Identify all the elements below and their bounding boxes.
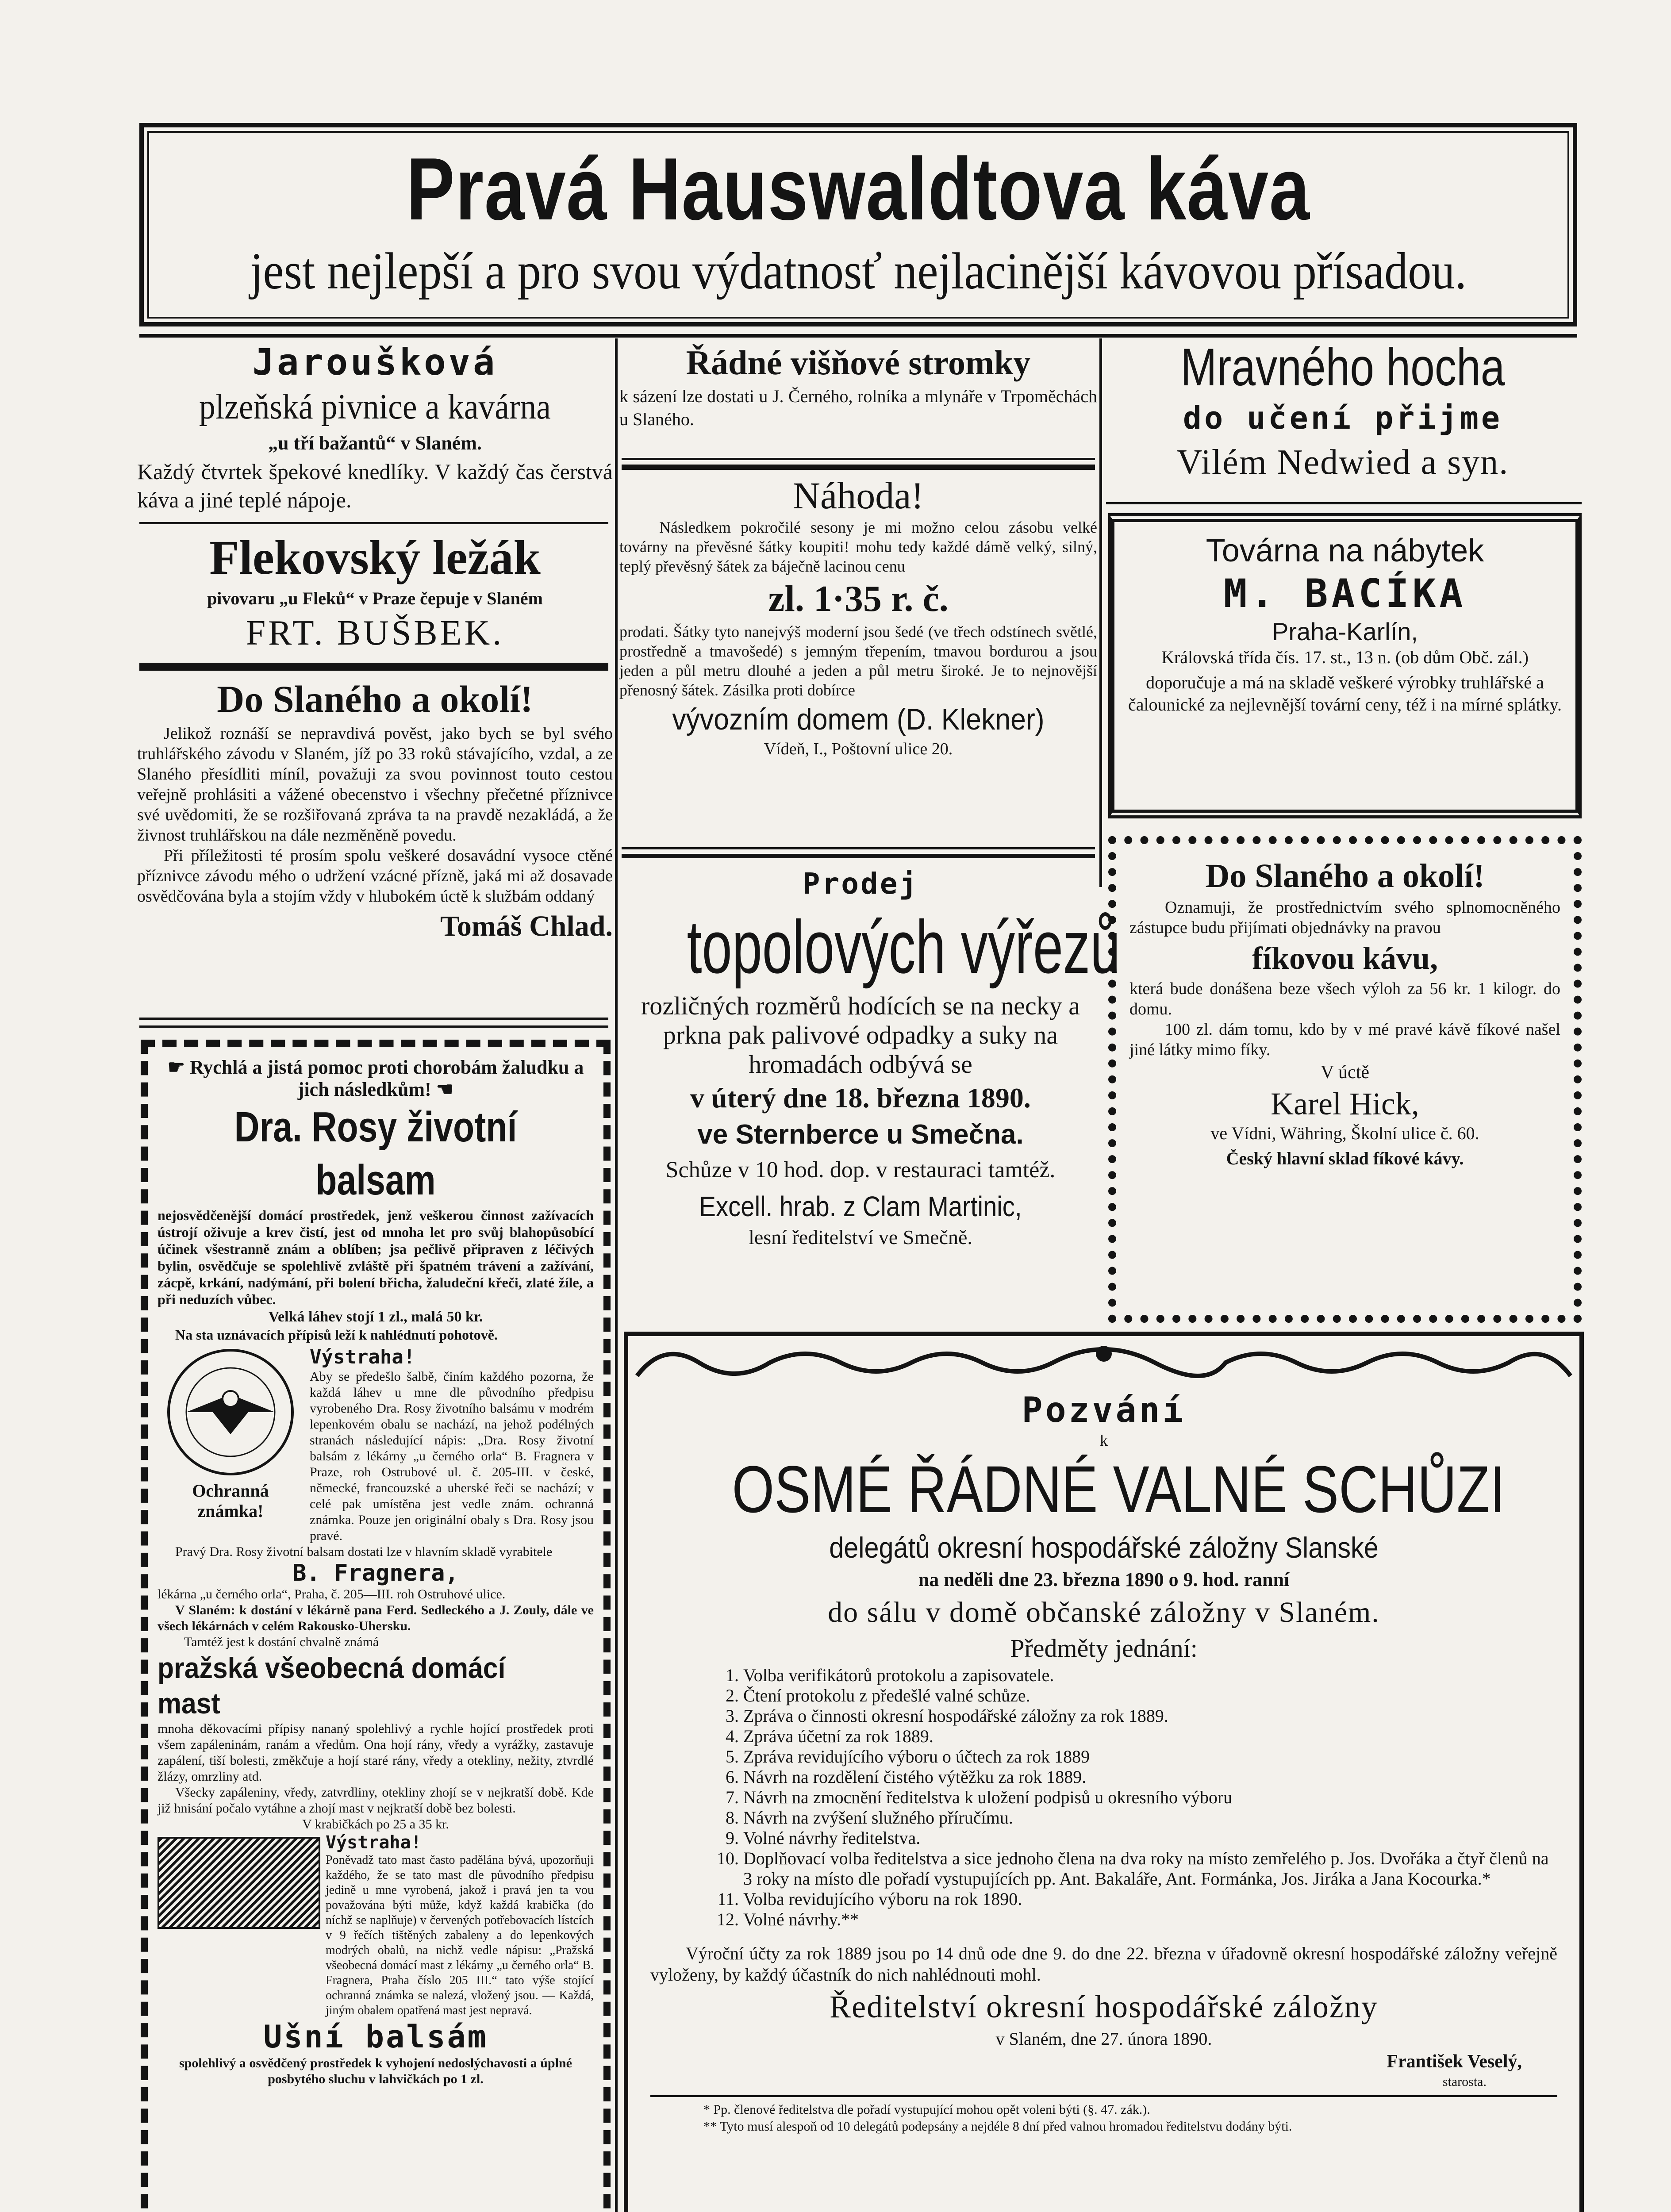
hick-warehouse: Český hlavní sklad fíkové kávy.	[1226, 1148, 1464, 1168]
ad-rosy	[141, 1040, 611, 2212]
bacik-city: Praha-Karlín,	[1272, 618, 1418, 645]
ornament-border-icon	[628, 1336, 1579, 1385]
bacik-address: Královská třída čís. 17. st., 13 n. (ob dům Obč. zál.)	[1161, 647, 1529, 667]
pozvani-agenda	[690, 1665, 1557, 1930]
pozvani-agenda-title: Předměty jednání:	[1010, 1634, 1198, 1663]
hand-pointer-icon-right: ☚	[431, 1079, 454, 1100]
pozvani-sub2: na neděli dne 23. března 1890 o 9. hod. ranní	[918, 1569, 1290, 1590]
rosy-slany: V Slaném: k dostání v lékárně pana Ferd. Sedleckého a J. Zouly, dále ve všech lékárnách v celém Rakousko-Uhersku.	[157, 1603, 594, 1633]
pozvani-foot2: ** Tyto musí alespoň od 10 delegátů podepsány a nejdéle 8 dní před valnou hromadou ředitelstvu dodány býti.	[703, 2119, 1292, 2134]
flekovsky-name: FRT. BUŠBEK.	[246, 614, 504, 653]
rosy-title: Dra. Rosy životní balsam	[234, 1103, 517, 1204]
visne-title: Řádné višňové stromky	[686, 343, 1031, 382]
agenda-item: 9. Volné návrhy ředitelstva.	[743, 1828, 1557, 1848]
column-divider-1	[615, 338, 618, 2212]
rosy-real-line: Pravý Dra. Rosy životní balsam dostati lze v hlavním skladě vyrabitele	[175, 1544, 553, 1559]
hick-body3: 100 zl. dám tomu, kdo by v mé pravé kávě fíkové našel jiné látky mimo fíky.	[1129, 1020, 1560, 1059]
prodej-big: topolových výřezů	[687, 905, 1121, 989]
flekovsky-body: pivovaru „u Fleků“ v Praze čepuje v Slaném	[207, 588, 543, 608]
nahoda-firm: vývozním domem (D. Klekner)	[672, 703, 1045, 736]
eagle-seal-icon	[160, 1346, 301, 1479]
hick-name: Karel Hick,	[1271, 1086, 1419, 1121]
prodej-time: Schůze v 10 hod. dop. v restauraci tamtéž.	[665, 1157, 1056, 1183]
hick-product: fíkovou kávu,	[1252, 941, 1438, 976]
ad-visne	[619, 341, 1097, 447]
rosy-warning-title: Výstraha!	[310, 1346, 415, 1368]
ad-jarouskova	[137, 341, 613, 518]
rosy-note: Na sta uznávacích přípisů leží k nahlédnutí pohotově.	[175, 1327, 498, 1343]
agenda-item: 1. Volba verifikátorů protokolu a zapisovatele.	[743, 1665, 1557, 1686]
nedwied-line3: Vilém Nedwied a syn.	[1176, 443, 1509, 482]
jarouskova-title: Jaroušková	[252, 342, 498, 384]
rosy-body1: nejosvědčenější domácí prostředek, jenž veškerou činnost zažívacích ústrojí oživuje a krev čistí, jest od mnoha let pro svůj blahopůsobící účinek všestranně znám a oblíben; jsa pečlivě připraven z léčivých bylin, osvědčuje se spolehlivě zvláště při špatném trávení a zažívání, zácpě, krkání, nadýmání, při bolení břicha, žaludeční křeči, zlaté žíle, a při neduzích vůbec.	[157, 1207, 594, 1307]
agenda-item: 6. Návrh na rozdělení čistého výtěžku za rok 1889.	[743, 1767, 1557, 1787]
ad-nedwied	[1104, 336, 1582, 500]
agenda-item: 4. Zpráva účetní za rok 1889.	[743, 1726, 1557, 1747]
rosy-warning-body: Aby se předešlo šalbě, činím každého pozorna, že každá láhev u mne dle původního předpisu vyrobeného Dra. Rosy životního balsámu v modrém lepenkovém obalu se nachází, na jehož podélných stranách následující nápis: „Dra. Rosy životní balsám z lékárny „u černého orla“ B. Fragnera v Praze, roh Ostrubové ul. č. 205-III. v české, německé, francouzské a uherské řeči se nachází; v celé pak umístěna jest vedle znám. ochranná známka. Pouze jen originální obaly s Dra. Rosy jsou pravé.	[310, 1369, 594, 1543]
bacik-title: Továrna na nábytek	[1206, 533, 1484, 568]
nahoda-body1: Následkem pokročilé sesony je mi možno celou zásobu velké továrny na převěsné šátky koupiti! mohu tedy každé dámě velký, silný, teplý převěsný šátek za báječně lacinou cenu	[619, 518, 1097, 575]
chlad-signature: Tomáš Chlad.	[440, 910, 613, 942]
pozvani-headline: OSMÉ ŘÁDNÉ VALNÉ SCHŮZI	[732, 1452, 1505, 1526]
jarouskova-line2: „u tří bažantů“ v Slaném.	[268, 432, 482, 454]
prodej-office: lesní ředitelství ve Smečně.	[749, 1226, 972, 1248]
agenda-item: 7. Návrh na zmocnění ředitelstva k uložení podpisů u okresního výboru	[743, 1787, 1557, 1808]
hick-greeting: V úctě	[1320, 1062, 1370, 1083]
rosy-price: Velká láhev stojí 1 zl., malá 50 kr.	[268, 1309, 483, 1325]
pozvani-foot1: * Pp. členové ředitelstva dle pořadí vystupující mohou opět voleni býti (§. 47. zák.).	[703, 2102, 1150, 2117]
nedwied-line2: do učení přijme	[1183, 400, 1503, 436]
nahoda-title: Náhoda!	[792, 474, 924, 517]
nahoda-address: Vídeň, I., Poštovní ulice 20.	[764, 740, 953, 758]
header-title: Pravá Hauswaldtova káva	[406, 140, 1310, 238]
column-divider-2	[1099, 338, 1102, 887]
pozvani-title: Pozvání	[1022, 1390, 1186, 1430]
rosy-mast-price: V krabičkách po 25 a 35 kr.	[302, 1817, 449, 1832]
bacik-name: M. BACÍKA	[1223, 571, 1467, 616]
bacik-body: doporučuje a má na skladě veškeré výrobky truhlářské a čalounické za nejlevnější tovární ceny, též i na mírné splátky.	[1128, 672, 1562, 714]
ad-flekovsky	[137, 529, 613, 661]
agenda-item: 2. Čtení protokolu z předešlé valné schůze.	[743, 1686, 1557, 1706]
hick-body2: která bude donášena beze všech výloh za 56 kr. 1 kilogr. do domu.	[1129, 979, 1560, 1018]
flekovsky-title: Flekovský ležák	[209, 530, 541, 584]
rosy-usni-title: Ušní balsám	[263, 2019, 488, 2055]
hand-pointer-icon: ☛	[167, 1056, 190, 1078]
agenda-item: 12. Volné návrhy.**	[743, 1909, 1557, 1930]
ointment-box-image	[157, 1837, 320, 1929]
prodej-body: rozličných rozměrů hodících se na necky a prkna pak palivové odpadky a suky na hromadách odbývá se	[641, 991, 1080, 1079]
pozvani-note: Výroční účty za rok 1889 jsou po 14 dnů ode dne 9. do dne 22. března v úřadovně okresní hospodářské záložny veřejně vyloženy, by každý účastník do nich nahlédnouti mohl.	[650, 1943, 1557, 1985]
pozvani-sub1: delegátů okresní hospodářské záložny Slanské	[829, 1531, 1379, 1564]
pozvani-signer-title: starosta.	[1442, 2074, 1487, 2089]
chlad-title: Do Slaného a okolí!	[217, 678, 533, 720]
prodej-owner: Excell. hrab. z Clam Martinic,	[699, 1190, 1022, 1222]
rosy-mast-body: mnoha děkovacími přípisy nananý spolehlivý a rychle hojící prostředek proti všem zapáleninám, ranám a vředům. Ona hojí rány, vředy a vyrážky, zastavuje zapálení, tiší bolesti, změkčuje a hojí staré rány, vředy a otekliny, nežity, ztvrdlé žlázy, omrzliny atd.	[157, 1721, 594, 1784]
agenda-item: 5. Zpráva revidujícího výboru o účtech za rok 1889	[743, 1747, 1557, 1767]
pozvani-signer: František Veselý,	[1387, 2051, 1522, 2072]
agenda-item: 11. Volba revidujícího výboru na rok 1890.	[743, 1889, 1557, 1909]
ad-hick	[1108, 836, 1582, 1323]
prodej-place: ve Sternberce u Smečna.	[697, 1119, 1024, 1150]
rosy-mast-title: pražská všeobecná domácí mast	[157, 1651, 506, 1720]
nahoda-body2: prodati. Šátky tyto nanejvýš moderní jsou šedé (ve třech odstínech světlé, prostředně a tmavošedé) s jemným třepením, tmavou bordurou a jsou jeden a půl metru dlouhé a jeden a půl metru široké. Je to nejnovější přenosný šátek. Zásilka proti dobírce	[619, 623, 1097, 699]
chlad-body1: Jelikož roznáší se nepravdivá pověst, jako bych se byl svého truhlářského závodu v Slaném, jíž po 33 roků stávajícího, vzdal, a ze Slaného přesídliti míníl, považuji za svou povinnost touto cestou veřejně prohlásiti a vážené obecenstvo i všechny přečetné příznivce své uvědomiti, že se rozšiřovaná zpráva ta na pravdě nezakládá, a že živnost truhlářskou na dále nezměněně povedu.	[137, 724, 613, 845]
prodej-date: v úterý dne 18. března 1890.	[690, 1082, 1031, 1114]
rosy-pharmacist: B. Fragnera,	[292, 1560, 459, 1586]
visne-body: k sázení lze dostati u J. Černého, rolníka a mlynáře v Trpoměchách u Slaného.	[619, 386, 1097, 429]
agenda-item: 10. Doplňovací volba ředitelstva a sice jednoho člena na dva roky na místo zemřelého p. Jos. Dvořáka a čtyř členů na 3 roky na místo dle pořadí vystupujících pp. Ant. Bakaláře, Ant. Formánka, Jos. Jiráka a Jana Kocourka.*	[743, 1848, 1557, 1889]
pozvani-k: k	[1100, 1432, 1108, 1449]
rosy-warning2-title: Výstraha!	[326, 1832, 422, 1853]
rosy-usni-body: spolehlivý a osvědčený prostředek k vyhojení nedoslýchavosti a úplné posbytého sluchu v lahvičkách po 1 zl.	[179, 2056, 572, 2086]
hick-body1: Oznamuji, že prostřednictvím svého splnomocněného zástupce budu přijímati objednávky na pravou	[1129, 898, 1560, 937]
rosy-headline	[157, 1056, 594, 1101]
hick-title: Do Slaného a okolí!	[1205, 857, 1485, 895]
agenda-item: 8. Návrh na zvýšení služného příručímu.	[743, 1808, 1557, 1828]
jarouskova-line1: plzeňská pivnice a kavárna	[199, 388, 551, 426]
header-subtitle: jest nejlepší a pro svou výdatnosť nejlacinější kávovou přísadou.	[250, 242, 1467, 300]
rosy-mast-more: Všecky zapáleniny, vředy, zatvrdliny, otekliny zhojí se v nejkratší době. Kde již hnisání počalo vytáhne a zhojí mast v nejkratší době bez bolesti.	[157, 1785, 594, 1816]
nahoda-price: zl. 1·35 r. č.	[768, 578, 949, 619]
chlad-body2: Při příležitosti té prosím spolu veškeré dosavádní vysoce ctěné příznivce závodu mého o udržení vzácné přízně, jaká mi až dosavade osvědčována byla a stojím vždy v hlubokém úctě k službám oddaný	[137, 846, 613, 906]
rosy-address: lékárna „u černého orla“, Praha, č. 205—III. roh Ostruhové ulice.	[157, 1587, 506, 1601]
rosy-also: Tamtéž jest k dostání chvalně známá	[184, 1635, 379, 1649]
header-box	[139, 123, 1577, 326]
jarouskova-body: Každý čtvrtek špekové knedlíky. V každý čas čerstvá káva a jiné teplé nápoje.	[137, 459, 613, 512]
ad-prodej	[619, 865, 1121, 1329]
nedwied-line1: Mravného hocha	[1180, 338, 1505, 397]
hick-address: ve Vídni, Währing, Školní ulice č. 60.	[1210, 1123, 1479, 1143]
rosy-stamp-text: Ochranná známka!	[192, 1481, 269, 1521]
ad-bacik	[1108, 513, 1582, 818]
agenda-item: 3. Zpráva o činnosti okresní hospodářské záložny za rok 1889.	[743, 1706, 1557, 1726]
pozvani-sub3: do sálu v domě občanské záložny v Slaném.	[828, 1596, 1380, 1628]
pozvani-date: v Slaném, dne 27. února 1890.	[995, 2029, 1212, 2049]
ad-chlad	[137, 675, 613, 1020]
ad-nahoda	[619, 473, 1097, 849]
pozvani-board: Ředitelství okresní hospodářské záložny	[830, 1989, 1378, 2024]
ad-pozvani	[624, 1332, 1584, 2212]
prodej-title: Prodej	[802, 867, 919, 901]
rosy-warning2-body: Poněvadž tato mast často padělána bývá, upozorňuji každého, že se tato mast dle původního předpisu jedině u mne vyrobená, jakož i pravá jen ta vou považována býti může, když každá krabička (do níchž se naplňuje) v červených potřebovacích lístcích v 9 řečích tištěných zabaleny a do lepenkových modrých obalů, na nichž vedle nápisu: „Pražská všeobecná domácí mast z lékárny „u černého orla“ B. Fragnera, Praha číslo 205 III.“ tato výše stojící ochranná známka se nalezá, vložený jsou. — Každá, jiným obalem opatřená mast jest nepravá.	[326, 1853, 594, 2017]
rosy-headline-text: Rychlá a jistá pomoc proti chorobám žaludku a jich následkům!	[190, 1056, 584, 1100]
